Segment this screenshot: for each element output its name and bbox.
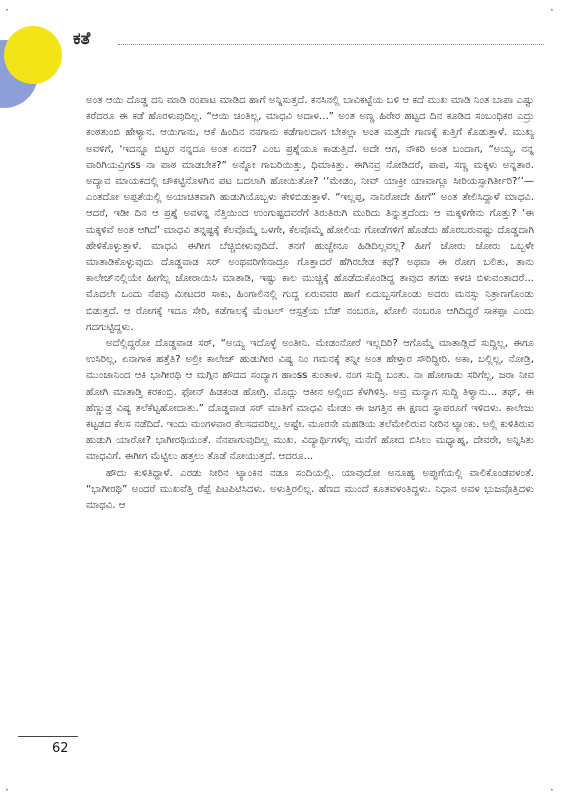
crop-mark-bottom-right: · (550, 783, 554, 797)
section-title: ಕತೆ (73, 29, 91, 49)
story-body (86, 93, 534, 740)
paragraph: ಅದೆಲ್ಲಿದ್ದರೋ ದೊಡ್ಡವಾಡ ಸರ್, “ಅಯ್ಯ ಇದೊಳ್ಳೆ ಅಂತೀನಿ. ಮೇಡಂನೋರೆ ಇಲ್ಲದಿರಿ? ಆಗೊಮ್ಮೆ ಮಾತಾಡ್ಲಿದೆ ಸುದ್ದಿಲ್ಲ, ಈಗೂ ಉಸಿರಿಲ್ಲ, ಏನಾಗಾಕ ಹತ್ತೆತಿ? ಅಲ್ರೀ ಕಾಲೇಜ್ ಹುಡುಗೀರ ವಿಷ್ಯ ನಿಂ ಗಮನಕ್ಕೆ ತನ್ನೀ ಅಂತ ಹೇಳ್ತಾರ ಸೌರಿದ್ದೀರಿ. ಅಕಾ, ಬಲ್ಲಿಲ್ಲ, ನೋಡ್ರಿ, ಮುಂಜಾನಿಂದ ಆಕಿ ಭಾಗೀರಥಿ ಆ ಮಗ್ಗಿನ ಹೌದದ ಸಂದ್ಯಾಗ ಹಾಂss ಕುಂತಾಳ. ನಂಗ ಸುದ್ದಿ ಬಂತು. ನಾ ಹೋಗಾಡು ಸರಿಗೆಲ್ಲ, ಜರಾ ನೀವ ಹೋಗಿ ಮಾತಾಡ್ತಿ ಕರಕಂಬ್ರಿ. ಫೋನ್ ಹಿಡಕಂಡ ಹೋಗ್ರಿ. ಮೊದ್ಲು ಆಕೀನ ಅಲ್ಲಿಂದ ಕೆಳಗಿಳಿಸ್ರಿ. ಅವ್ರ ಮನ್ಯಾಗ ಸುದ್ದಿ ತಿಳ್ಯಾನು... ತಥ್, ಈ ಹೆಣ್ಣುಡ್ರ ವಿಷ್ಯ ತಲೆಕೆಟ್ಟಹೋದಾತು.” ದೊಡ್ಡವಾಡ ಸರ್ ಮಾತಿಗೆ ಮಾಧವಿ ಮೇಡಂ ಈ ಜಗತ್ತಿನ ಈ ಕ್ಷಣದ ಸ್ಥಾಪರೂಗೆ ಇಳಿದಳು. ಕಾಲೇಜು ಕಟ್ಟಡದ ಕೆಲಸ ನಡೆದಿದೆ. ಇಂದು ಮಂಗಳವಾರ ಕೆಲಸದವರಿಲ್ಲ. ಅಷ್ಟೇ. ಮೂರನೇ ಮಹಡಿಯ ತಲೆಮೇಲಿರುವ ನೀರಿನ ಟ್ಯಾಂಕು. ಅಲ್ಲಿ ಕುಳಿತಿರುವ ಹುಡುಗಿ ಯಾರೋ? ಭಾಗೀರಥಿಯಂತೆ. ನೆನಪಾಗುವುದಿಲ್ಲ ಮುಖ. ವಿದ್ಯಾರ್ಥಿಗಳೆಲ್ಲ ಮನೆಗೆ ಹೋದ ಬಿಸಿಲು ಮಧ್ಯಾಹ್ನ, ದೇವರೇ, ಅನ್ನಿಸಿತು ಮಾಧವಿಗೆ. ಈಗೀಗ ಮೆಟ್ಟಿಲು ಹತ್ತಲು ತೊಡೆ ನೋಯುತ್ತದೆ. ಆದರೂ... (86, 338, 534, 463)
crop-mark-bottom-left: · (5, 783, 9, 797)
yellow-circle-decoration (4, 26, 62, 84)
paragraph: ಹೌದು ಕುಳಿತಿದ್ದಾಳೆ. ಎರಡು ನೀರಿನ ಟ್ಯಾಂಕಿನ ನಡೂ ಸಂದಿಯಲ್ಲಿ. ಯಾವುದೋ ಅನೂಹ್ಯ ಅಪ್ಪುಗೆಯಲ್ಲಿ ವಾಲಿಕೊಂಡವಳಂತೆ. “ಭಾಗೀರಥಿ” ಅಂದರೆ ಮುಖವೆತ್ತಿ ರೆಪ್ಪೆ ಪಿಟಪಿಟಿಸಿದಳು. ಅಳುತ್ತಿರಲಿಲ್ಲ. ಹೆಣದ ಮುಂದೆ ಕೂತವಳಂತಿದ್ದಳು. ನಿಧಾನ ಅವಳ ಭುಜವೊತ್ತಿದಳು ಮಾಧವಿ. ಆ (86, 467, 534, 512)
page-number: 62 (52, 741, 69, 756)
crop-mark-top-left: · (5, 3, 9, 17)
page-number-rule (18, 736, 78, 737)
header-dotted-rule (118, 44, 544, 45)
crop-mark-top-right: · (550, 3, 554, 17)
paragraph: ಅಂತ ಆಯಿ ದೊಡ್ಡ ದನಿ ಮಾಡಿ ರಂಪಾಟ ಮಾಡಿದ ಹಾಗೆ ಅನ್ನಿಸುತ್ತದೆ. ಕನಸಿನಲ್ಲಿ ಬಾವಿಕಟ್ಟೆಯ ಬಳಿ ಆ ಕದೆ ಮುಖ ಮಾಡಿ ನಿಂತ ಬಾಪಾ ಎಷ್ಟು ಕರೆದರೂ ಈ ಕಡೆ ಹೊರಳುವುದಿಲ್ಲ. “ಆಯಿ ಚಿಂತಿಲ್ಲ, ಮಾಧವಿ ಅದಾಳ...” ಅಂತ ಅಣ್ಣ ಹಿರೇರ ಹಟ್ಟದ ದಿನ ಕೂಡಿದ ಸಂಬಂಧಿಕರ ಎದ್ರು ಕಂಠತುಂಬಿ ಹೇಳ್ಯಾನ. ಆಯಿಗಾನು, ಆಕೆ ಹಿಂದಿನ ನನಗಾನು ಕಡೆಗಾಲದಾಗ ಬೇಕಲ್ಲಾ ಅಂತ ಮತ್ತದೇ ಗಾಣಕ್ಕೆ ಕುತ್ತಿಗೆ ಕೊಡುತ್ತಾಳೆ. ಮುಖ್ಯ ಅವಳಿಗೆ, ‘ಇದನ್ನೂ ಬಿಟ್ಟರ ನನ್ನದೂ ಅಂತ ಏನದ? ಎಂಬ ಪ್ರಶ್ನೆಯೂ ಕಾಡುತ್ತಿದೆ. ಅದೇ ಆಗ, ನೌಕರಿ ಅಂತ ಬಂದಾಗ, “ಅಯ್ಯ, ನನ್ನ ವಾರಿಗಿಯವ್ರಿಗss ನಾ ಪಾಠ ಮಾಡಬೇಕ?” ಅನ್ನೋ ಗಾಬರಿಯಿತ್ತು, ಧಿಮಾಕಿತ್ತು. ಈಗಿನವ್ರ ನೋಡಿದರೆ, ಪಾಪ, ಸಣ್ಣ ಮಕ್ಕಳು ಅನ್ನತಾರ. ಅದ್ಯಾವ ಮಾಯಕದಲ್ಲಿ ಚೌಕಟ್ಟಿನೊಳಗಿನ ಪಟ ಬದಲಾಗಿ ಹೋಯಿತೋ? ‘‘ಮೇಡಂ, ನೀವ್ ಯಾಕ್ರೀ ಯಾವಾಗ್ಲೂ ಸೀರಿಯಸ್ಸಾಗಿರ್ತೀರಿ?’’— ಎಂತದೋ ಅಪ್ಪತೆಯಲ್ಲಿ ಅಯಾಚಿತವಾಗಿ ಹುಡುಗಿಯೊಬ್ಬಳು ಕೇಳಿಬಿಡುತ್ತಾಳೆ. “ಇಲ್ಲಪ್ಪ, ನಾನಿರೋದೇ ಹೀಗೆ” ಅಂತ ತೇಲಿಸಿದ್ದಾಳೆ ಮಾಧವಿ. ಆದರೆ, ಇಡೀ ದಿನ ಆ ಪ್ರಶ್ನೆ ಅವಳನ್ನ ನೆತ್ತಿಯಿಂದ ಉಂಗುಷ್ಟದವರೆಗೆ ತಿರುತಿರುಗಿ ಮುರಿದು ತಿನ್ನುತ್ತದೆಂದು ಆ ಮಕ್ಕಳಿಗೇನು ಗೊತ್ತು? ‘ಈ ಮಕ್ಕಳಿವೆ ಅಂತ ಆಗಿದೆ’ ಮಾಧವಿ ತನ್ನಷ್ಟಕ್ಕೆ ಕೆಲವೊಮ್ಮೆ ಒಳಗೇ, ಕೆಲವೊಮ್ಮೆ ಹೋಲಿಯ ಗೋಡೆಗಳಿಗೆ ಹೊಡೆದು ಹೊರಬರುವಷ್ಟು ದೊಡ್ಡದಾಗಿ ಹೇಳಿಕೊಳ್ಳುತ್ತಾಳೆ. ಮಾಧವಿ ಈಗೀಗ ಬೆಚ್ಚಿಬೀಳುವುದಿದೆ. ತನಗೆ ಹುಚ್ಚೇನೂ ಹಿಡಿದಿಲ್ಲವಲ್ಲ? ಹೀಗೆ ಜೋರು ಜೋರು ಒಬ್ಬಳೇ ಮಾತಾಡಿಕೊಳ್ಳುವುದು ದೊಡ್ಡವಾಡ ಸರ್ ಅಂಥವರಿಗೇನಾದ್ರೂ ಗೊತ್ತಾದರೆ ಹೆಗಿರಬೇಡ ಕಥೆ? ಅಥವಾ ಈ ರೋಗ ಬಲಿತು, ತಾನು ಕಾಲೇಜ್‌ನಲ್ಲಿಯೇ ಹೀಗೆಲ್ಲ ಜೋರಾಯಿಸಿ ಮಾತಾಡಿ, ಇಷ್ಟು ಕಾಲ ಮುಚ್ಚಿಕ್ಕೆ ಹೊಡೆದುಕೊಂಡಿದ್ದ ತಾವುದ ತಗಡು ಕಳಚಿ ಬಿಳುವಂತಾದರೆ... ಮೊದಲೇ ಒಂದು ನೆಪವು ಮೀಟದರ ಸಾಕು, ಹಿಂಗಾಲಿನಲ್ಲಿ ಗುದ್ದ ಏರುವವರ ಹಾಗೆ ಏದುಬ್ಬಸಗೊಂಡು ಅದರು ಮನಸ್ಸು ನಿತ್ರಾಣಗೊಂಡು ಬಿಡುತ್ತದೆ. ಆ ರೋಗಕ್ಕೆ ಇದೂ ಸೇರಿ, ಕಡೆಗಾಲಕ್ಕೆ ಮೆಂಟಲ್ ಆಸ್ಪತ್ರೆಯ ಬೆಡ್ ನಂಬರೂ, ಖೋಲಿ ನಂಬರೂ ಆಗಿದಿದ್ದರೆ ಸಾಕಪ್ಪಾ ಎಂದು ಗದಗುಟ್ಟಿದ್ದಳು. (86, 95, 534, 333)
